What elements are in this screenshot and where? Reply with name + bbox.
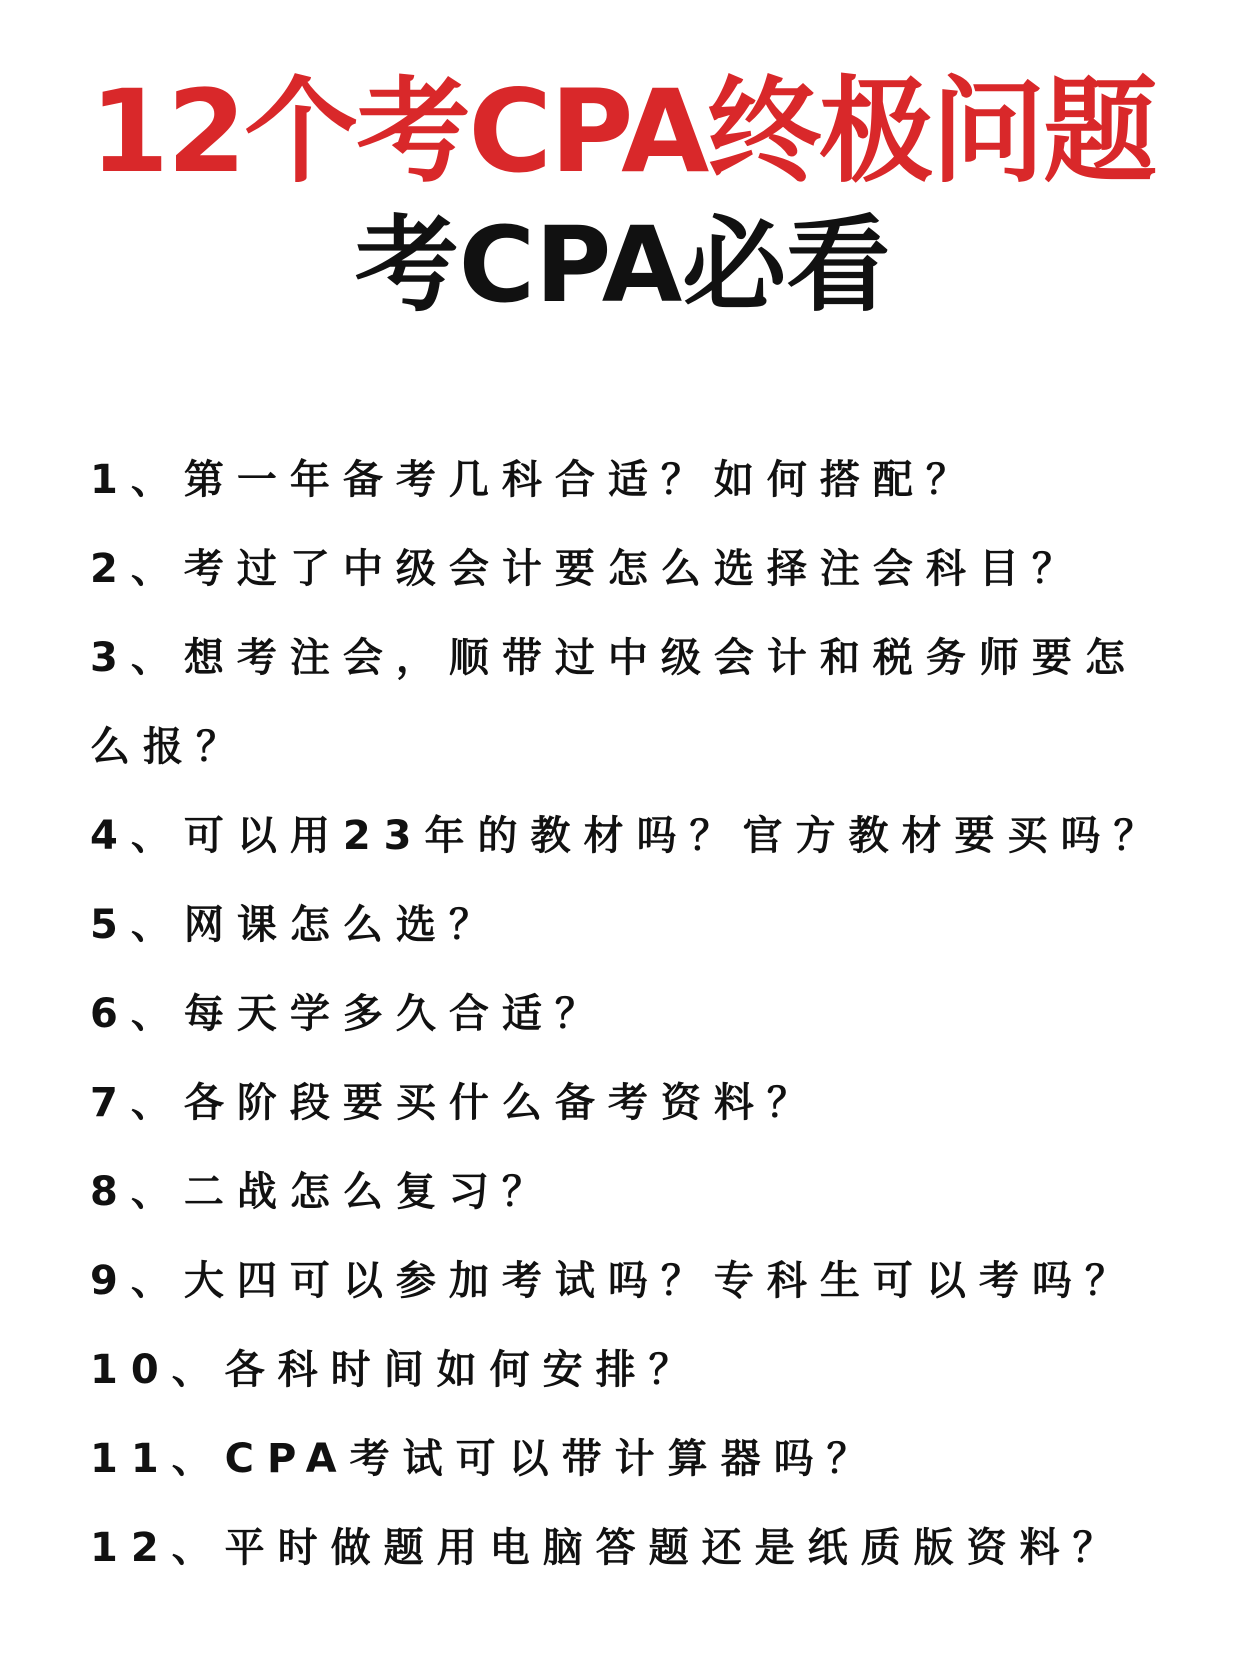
question-item: 10、各科时间如何安排？ — [90, 1347, 702, 1393]
page-title: 12个考CPA终极问题 — [89, 65, 1156, 198]
question-item: 8、二战怎么复习？ — [90, 1169, 555, 1215]
page-subtitle: 考CPA必看 — [354, 204, 891, 326]
question-item: 9、大四可以参加考试吗？专科生可以考吗？ — [90, 1258, 1138, 1304]
question-list — [90, 436, 1170, 1593]
question-item: 7、各阶段要买什么备考资料？ — [90, 1080, 820, 1126]
question-item: 12、平时做题用电脑答题还是纸质版资料？ — [90, 1525, 1126, 1571]
question-item: 3、想考注会，顺带过中级会计和税务师要怎么报？ — [90, 635, 1138, 770]
question-item: 6、每天学多久合适？ — [90, 991, 608, 1037]
question-item: 5、网课怎么选？ — [90, 902, 502, 948]
question-item: 1、第一年备考几科合适？如何搭配？ — [90, 457, 979, 503]
question-item: 4、可以用23年的教材吗？官方教材要买吗？ — [90, 813, 1167, 859]
question-item: 2、考过了中级会计要怎么选择注会科目？ — [90, 546, 1085, 592]
question-item: 11、CPA考试可以带计算器吗？ — [90, 1436, 880, 1482]
